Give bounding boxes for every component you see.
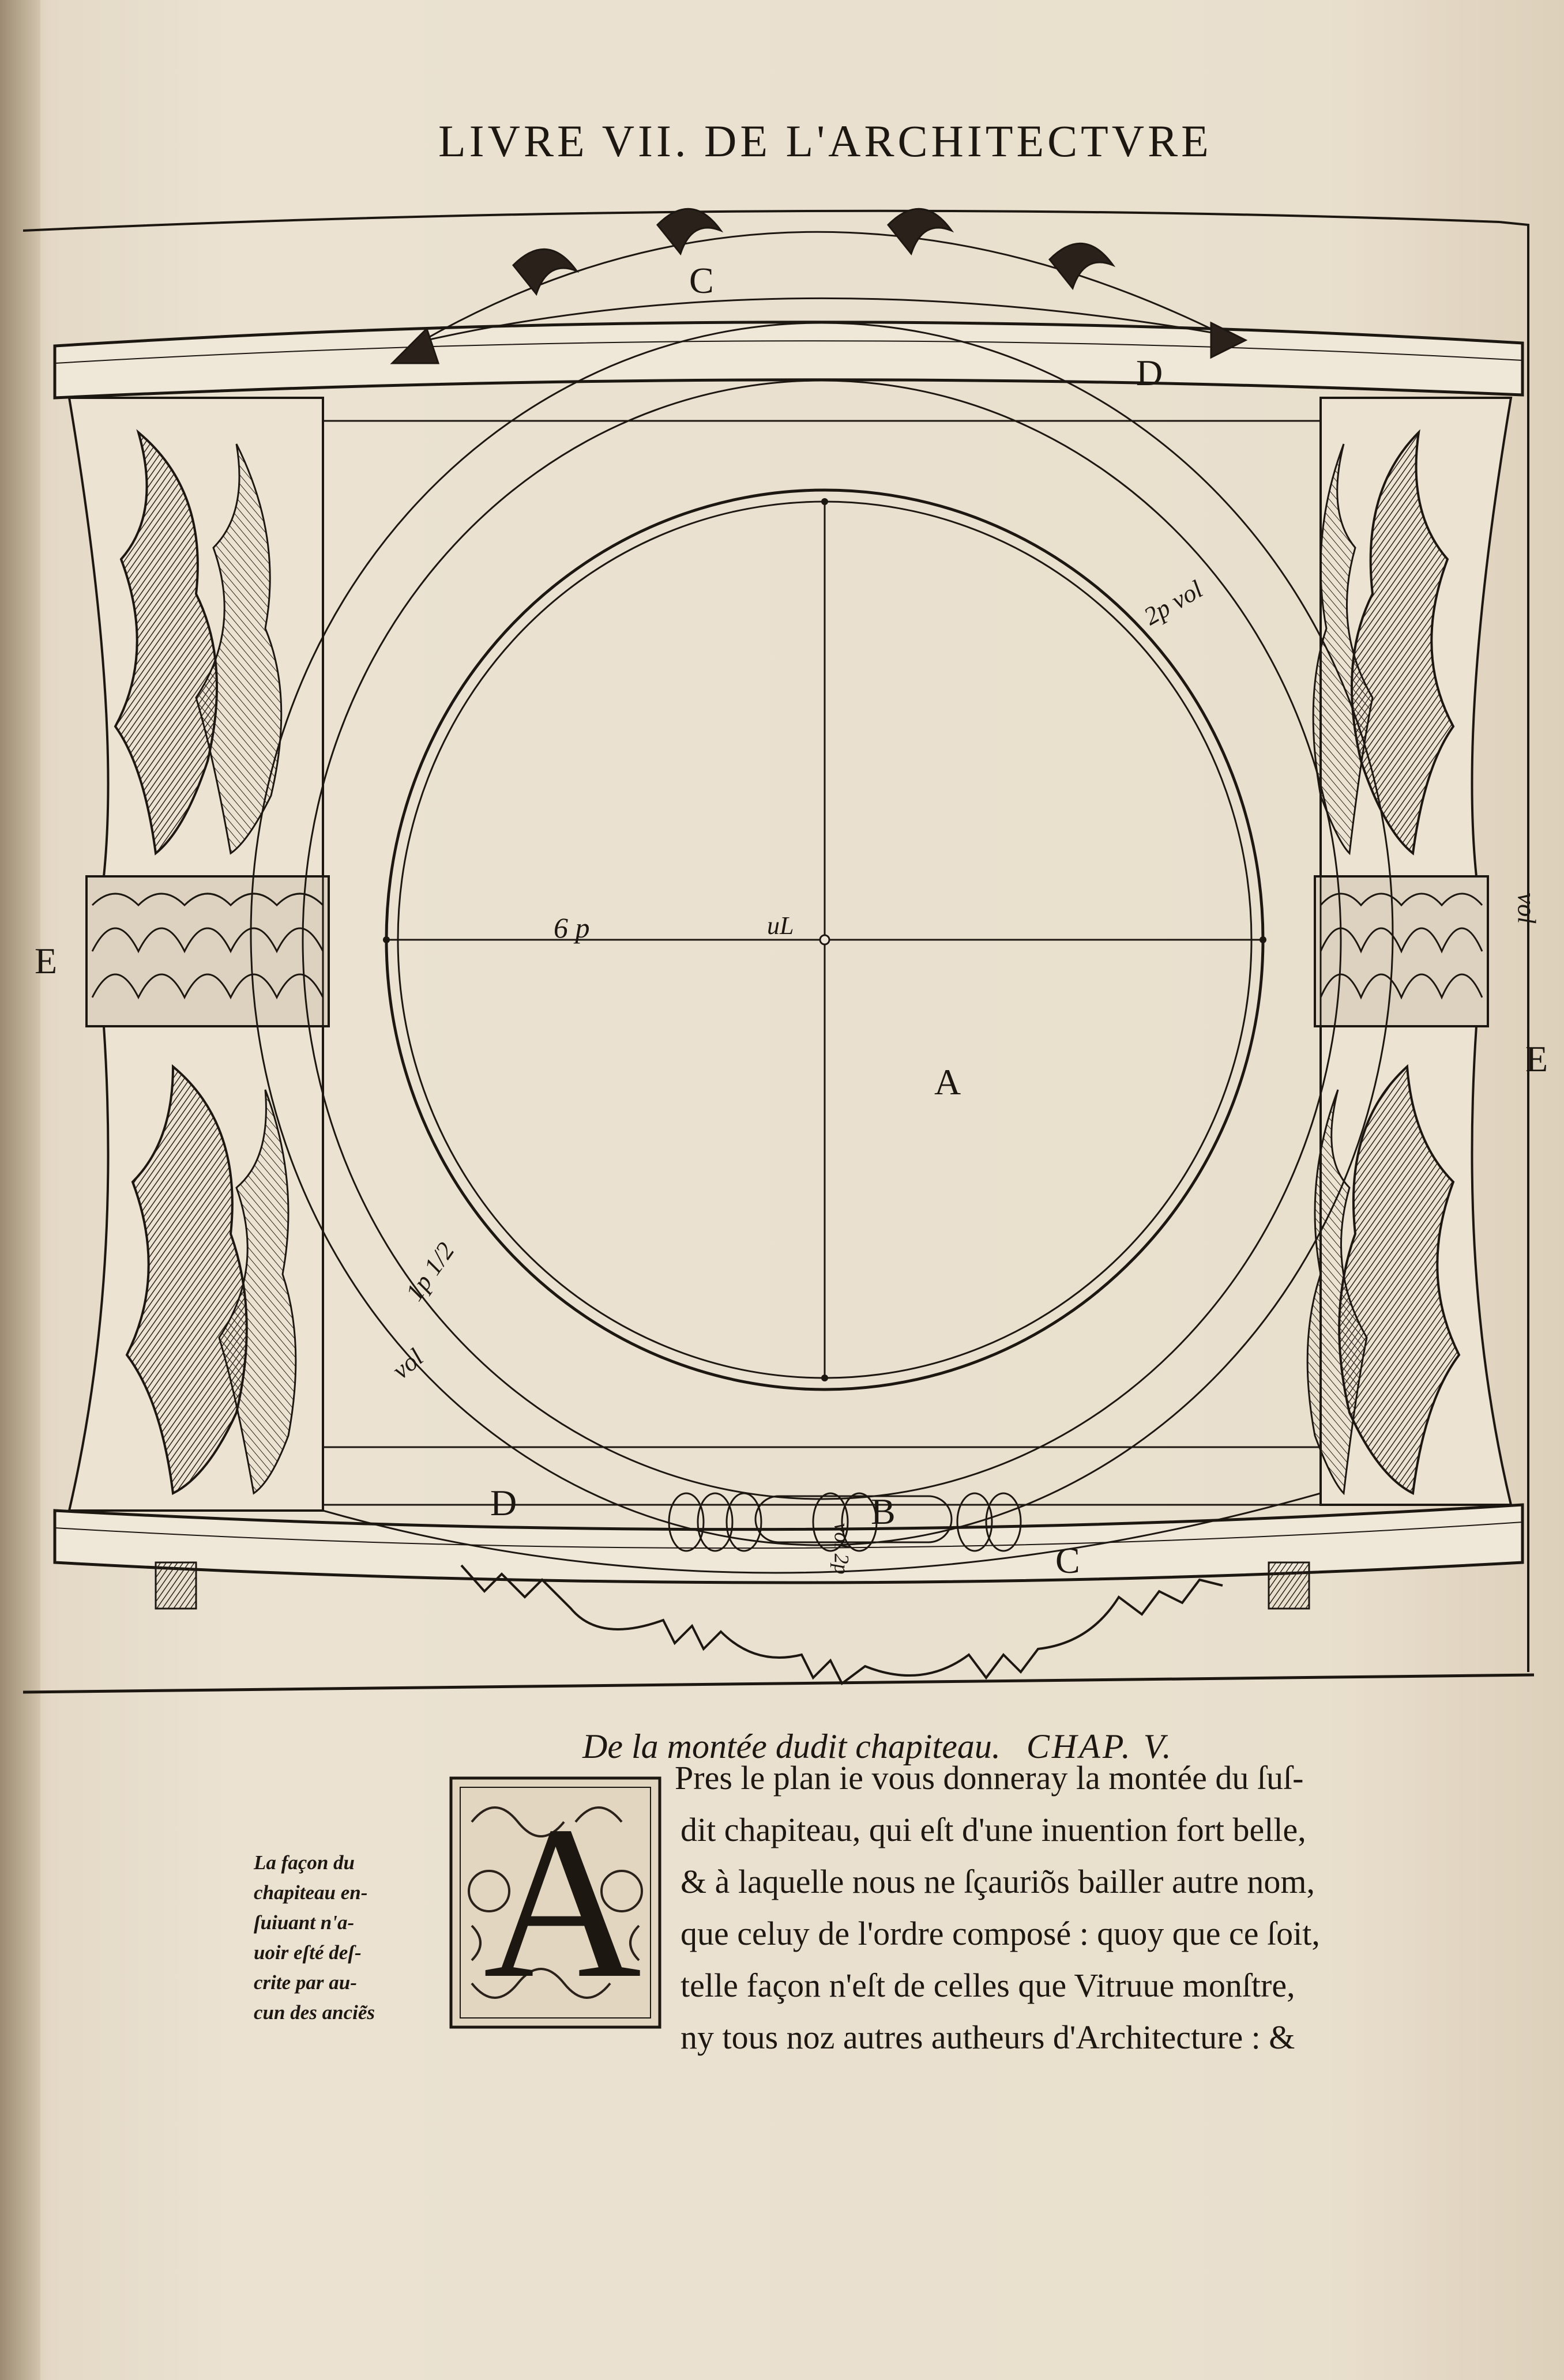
label-hand-ul: uL [767, 912, 794, 940]
label-b: B [871, 1491, 896, 1532]
chapter-number: CHAP. V. [1026, 1727, 1174, 1765]
label-d-top: D [1136, 352, 1163, 393]
running-head: LIVRE VII. DE L'ARCHITECTVRE [438, 116, 1212, 166]
label-e-right: E [1525, 1038, 1548, 1079]
label-d-bottom: D [490, 1482, 517, 1523]
body-line-4: que celuy de l'ordre composé : quoy que ce ſoit, [681, 1915, 1320, 1952]
chapter-title: De la montée dudit chapiteau. [582, 1727, 1001, 1765]
label-hand-vol: vol [386, 1343, 429, 1385]
decorated-initial [449, 1776, 662, 2029]
body-line-1: Pres le plan ie vous donneray la montée du ſuſ- [675, 1759, 1304, 1797]
label-hand-margin-right: vol [1512, 892, 1541, 924]
engraving-svg [23, 190, 1557, 1724]
label-e-left: E [35, 940, 58, 981]
echinus-circle [383, 490, 1266, 1389]
capital-plan-engraving [23, 190, 1557, 1724]
initial-letter: A [483, 1781, 642, 2024]
label-a: A [934, 1061, 961, 1102]
marginal-note: La façon du chapiteau en- ſuiuant n'a- uoir eſté deſ- crite par au- cun des anciẽs [254, 1851, 375, 2024]
body-line-3: & à laquelle nous ne ſçauriõs bailler autre nom, [681, 1863, 1315, 1900]
construction-square [323, 421, 1321, 1505]
label-hand-top-right: 2p vol [1139, 575, 1208, 631]
label-c-bottom: C [1055, 1540, 1080, 1581]
body-line-6: ny tous noz autres autheurs d'Architecture : & [681, 2019, 1295, 2056]
body-line-5: telle façon n'eſt de celles que Vitruue monſtre, [681, 1967, 1295, 2004]
top-abacus [55, 322, 1522, 398]
body-line-2: dit chapiteau, qui eſt d'une inuention fort belle, [681, 1811, 1306, 1848]
right-column [1307, 398, 1511, 1505]
label-hand-one-half: 1p 1/2 [400, 1237, 460, 1306]
label-six-p: 6 p [554, 912, 590, 944]
label-hand-bottom: vol 2p [830, 1523, 854, 1575]
left-column [69, 398, 329, 1511]
construction-arcs [251, 232, 1393, 1573]
label-c-top: C [689, 260, 714, 301]
